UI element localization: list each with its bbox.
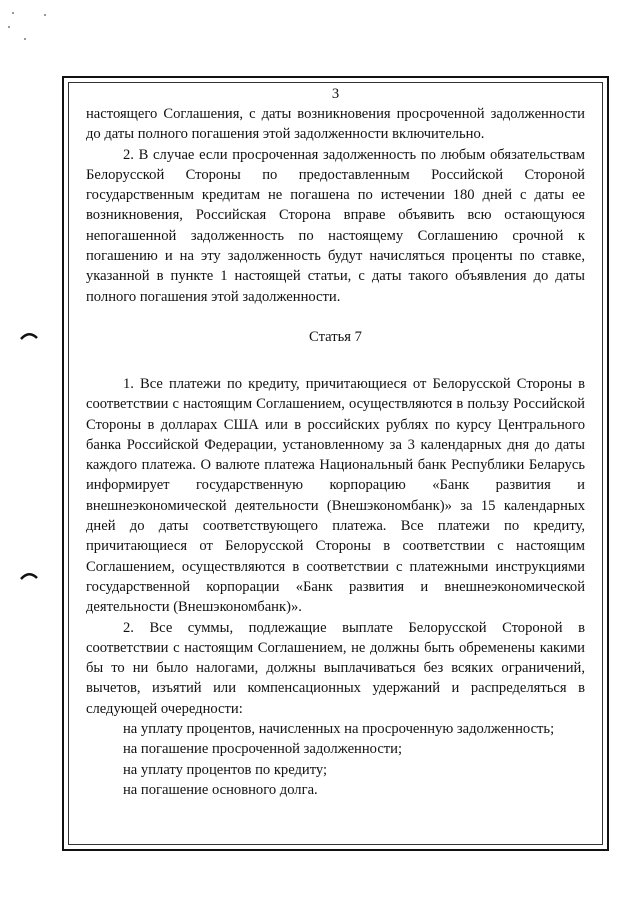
- scan-speck: [12, 12, 14, 14]
- document-body: [86, 84, 585, 800]
- list-item: на погашение основного долга.: [123, 781, 318, 798]
- article-heading: Статья 7: [309, 328, 362, 345]
- list-item: на уплату процентов, начисленных на просроченную задолженность;: [123, 721, 555, 738]
- scan-speck: [8, 26, 10, 28]
- article-paragraph-1: 1. Все платежи по кредиту, причитающиеся от Белорусской Стороны в соответствии с настоящим Соглашением, осуществляются в пользу Российской Стороны в долларах США или в российских рублях по курсу Центрального банка Российской Федерации, установленному за 3 календарных дня до даты каждого платежа. О валюте платежа Национальный банк Республики Беларусь информирует государственную корпорацию «Банк развития и внешнеэкономической деятельности (Внешэкономбанк)» за 15 календарных дней до даты соответствующего платежа. Все платежи по кредиту, причитающиеся от Белорусской Стороны в соответствии с настоящим Соглашением, осуществляются в соответствии с платежными инструкциями государственной корпорации «Банк развития и внешнеэкономической деятельности (Внешэкономбанк)».: [86, 375, 585, 616]
- scan-speck: [44, 14, 46, 16]
- article-paragraph-2: 2. Все суммы, подлежащие выплате Белорусской Стороной в соответствии с настоящим Соглашением, не должны быть обременены какими бы то ни было налогами, должны выплачиваться без всяких ограничений, вычетов, изъятий или компенсационных удержаний и распределяться в следующей очередности:: [86, 619, 585, 717]
- list-item: на уплату процентов по кредиту;: [123, 761, 328, 778]
- page-number: 3: [331, 86, 340, 102]
- hole-punch-mark: [20, 330, 38, 340]
- paragraph-continued: настоящего Соглашения, с даты возникновения просроченной задолженности до даты полного погашения этой задолженности включительно.: [86, 106, 585, 143]
- spacer: [86, 307, 585, 327]
- scan-speck: [24, 38, 26, 40]
- spacer: [86, 347, 585, 374]
- hole-punch-mark: [20, 570, 38, 580]
- paragraph-2: 2. В случае если просроченная задолженность по любым обязательствам Белорусской Стороны по предоставленным Российской Стороной государственным кредитам не погашена по истечении 180 дней с даты ее возникновения, Российская Сторона вправе объявить всю остающуюся непогашенной задолженность по настоящему Соглашению срочной к погашению и на эту задолженность будут начисляться проценты по ставке, указанной в пункте 1 настоящей статьи, с даты такого объявления до даты полного погашения этой задолженности.: [86, 146, 585, 305]
- list-item: на погашение просроченной задолженности;: [123, 741, 403, 758]
